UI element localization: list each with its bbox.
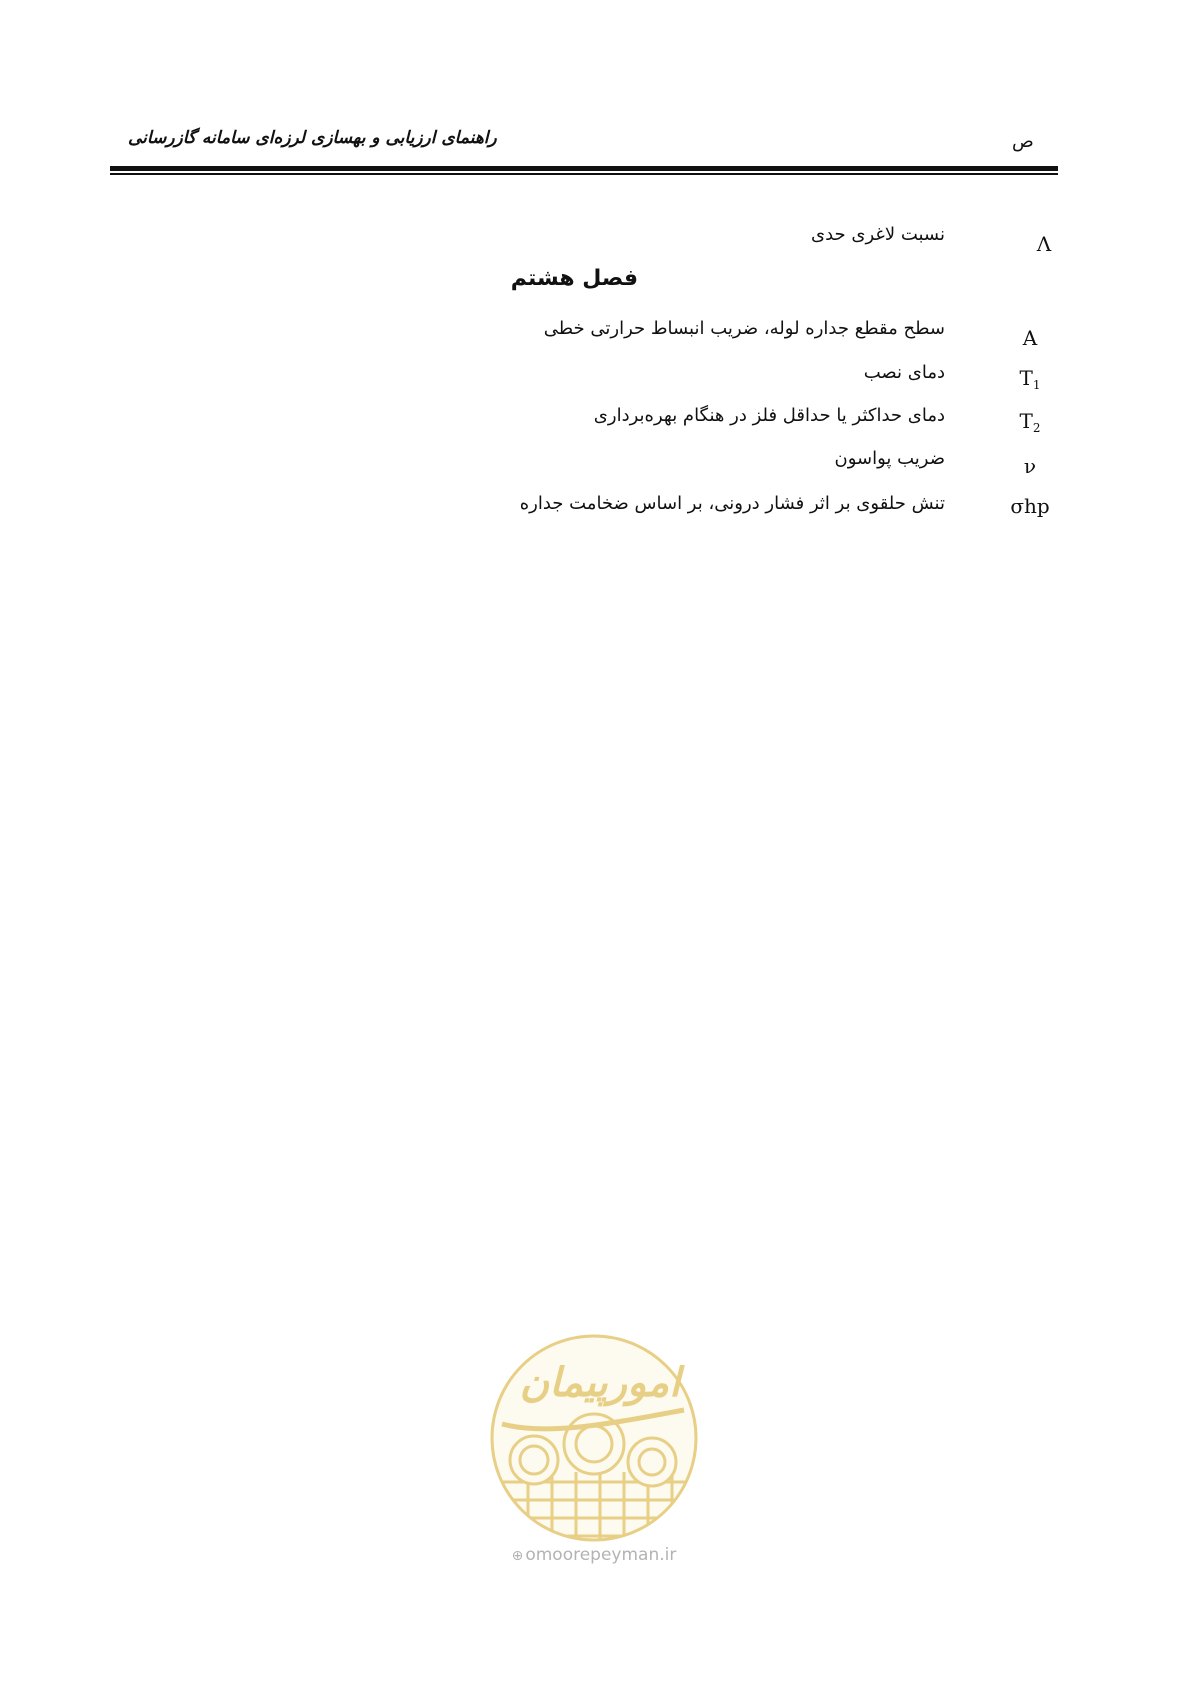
symbol-lambda-description: نسبت لاغری حدی xyxy=(811,224,945,245)
symbol-lambda: Λ xyxy=(1036,232,1052,256)
chapter-heading: فصل هشتم xyxy=(510,266,638,291)
watermark-url: ⊕ omoorepeyman.ir xyxy=(511,1545,677,1565)
symbol-list-item-description: تنش حلقوی بر اثر فشار درونی، بر اساس ضخامت جداره xyxy=(519,493,945,514)
symbol-list-item-symbol: $T_2$ xyxy=(1019,409,1041,435)
watermark-logo-icon xyxy=(488,1332,700,1544)
symbol-list-item-description: دمای حداکثر یا حداقل فلز در هنگام بهره‌برداری xyxy=(593,405,945,426)
symbol-list-item-symbol: $T_1$ xyxy=(1019,366,1041,392)
symbol-list-item-symbol: σhp xyxy=(1010,494,1050,518)
running-header-title: راهنمای ارزیابی و بهسازی لرزه‌ای سامانه گازرسانی xyxy=(128,128,497,148)
symbol-list-item-description: دمای نصب xyxy=(863,362,945,383)
symbol-list-item-symbol: ν xyxy=(1023,454,1037,478)
symbol-list-item-description: ضریب پواسون xyxy=(834,448,945,469)
symbol-list-item-description: سطح مقطع جداره لوله، ضریب انبساط حرارتی خطی xyxy=(543,318,945,339)
globe-icon: ⊕ xyxy=(511,1548,524,1564)
header-rule-thick xyxy=(110,166,1058,171)
page-number: ص xyxy=(1012,131,1034,152)
watermark-logo-text: امورپیمان xyxy=(519,1360,681,1406)
header-rule-thin xyxy=(110,173,1058,175)
watermark-logo xyxy=(488,1332,700,1544)
symbol-list-item-symbol: A xyxy=(1022,326,1038,350)
